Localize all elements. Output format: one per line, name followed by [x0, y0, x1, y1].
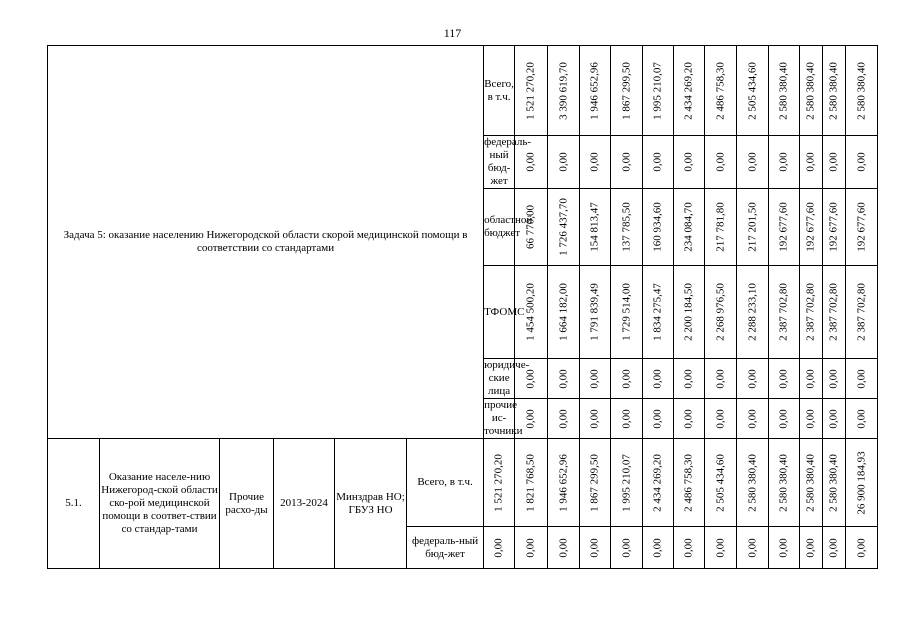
- value-text: 2 580 380,40: [827, 453, 840, 512]
- value-cell: [846, 46, 878, 136]
- value-text: 1 729 514,00: [620, 283, 633, 341]
- value-text: 0,00: [620, 408, 633, 429]
- value-text: 66 770,00: [524, 205, 537, 249]
- value-text: 0,00: [651, 152, 664, 172]
- value-cell: [548, 439, 580, 527]
- value-cell: [580, 266, 611, 359]
- value-cell: [674, 439, 705, 527]
- value-text: 2 288 233,10: [746, 283, 759, 341]
- value-text: 192 677,60: [855, 202, 868, 252]
- value-cell: [515, 136, 548, 189]
- value-cell: [580, 399, 611, 439]
- value-text: 1 664 182,00: [557, 283, 570, 341]
- value-cell: [611, 266, 643, 359]
- value-cell: [611, 359, 643, 399]
- value-text: 0,00: [651, 408, 664, 429]
- source-label: ТФОМС: [484, 266, 515, 359]
- value-cell: [705, 359, 737, 399]
- value-cell: [705, 266, 737, 359]
- value-text: 2 486 758,30: [714, 61, 727, 120]
- budget-table: [47, 45, 878, 569]
- value-text: 0,00: [557, 408, 570, 429]
- value-text: 1 867 299,50: [588, 453, 601, 512]
- value-text: 2 387 702,80: [777, 283, 790, 341]
- value-text: 2 580 380,40: [855, 61, 868, 120]
- value-cell: [800, 266, 823, 359]
- value-cell: [515, 439, 548, 527]
- value-cell: [846, 439, 878, 527]
- value-text: 0,00: [620, 537, 633, 558]
- value-text: 0,00: [524, 368, 537, 389]
- value-text: 1 791 839,49: [588, 283, 601, 341]
- value-text: 1 726 437,70: [557, 198, 570, 256]
- value-cell: [643, 46, 674, 136]
- value-text: 0,00: [855, 152, 868, 172]
- value-text: 2 486 758,30: [682, 453, 695, 512]
- value-cell: [737, 399, 769, 439]
- source-label: юридиче-ские лица: [484, 359, 530, 397]
- value-text: 2 580 380,40: [746, 453, 759, 512]
- value-text: 192 677,60: [777, 202, 790, 252]
- value-text: 0,00: [557, 368, 570, 389]
- value-cell: [580, 439, 611, 527]
- value-text: 2 434 269,20: [682, 61, 695, 120]
- value-cell: [674, 136, 705, 189]
- value-cell: [580, 136, 611, 189]
- value-cell: [800, 46, 823, 136]
- value-text: 1 834 275,47: [651, 283, 664, 341]
- task-row: [48, 46, 878, 136]
- value-cell: [769, 399, 800, 439]
- value-text: 0,00: [651, 537, 664, 558]
- source-label: Всего, в т.ч.: [407, 439, 484, 527]
- value-cell: [705, 189, 737, 266]
- value-cell: [705, 399, 737, 439]
- value-text: 0,00: [855, 408, 868, 429]
- value-cell: [823, 136, 846, 189]
- value-text: 2 387 702,80: [804, 283, 817, 341]
- value-cell: [769, 527, 800, 569]
- value-cell: [737, 46, 769, 136]
- value-cell: [515, 399, 548, 439]
- value-text: 0,00: [557, 152, 570, 172]
- value-text: 0,00: [682, 537, 695, 558]
- value-text: 1 454 500,20: [524, 283, 537, 341]
- value-text: 0,00: [620, 152, 633, 172]
- value-cell: [580, 46, 611, 136]
- value-cell: [548, 266, 580, 359]
- value-text: 2 580 380,40: [804, 61, 817, 120]
- value-text: 0,00: [714, 152, 727, 172]
- value-text: 0,00: [588, 152, 601, 172]
- value-cell: [823, 439, 846, 527]
- expense-type: Прочие расхо-ды: [220, 439, 274, 569]
- value-text: 2 505 434,60: [714, 453, 727, 512]
- value-text: 0,00: [777, 408, 790, 429]
- source-label: Всего, в т.ч.: [484, 46, 515, 136]
- source-label: федераль-ный бюд-жет: [484, 136, 532, 187]
- value-text: 0,00: [855, 537, 868, 558]
- executor: Минздрав НО; ГБУЗ НО: [335, 439, 407, 569]
- value-cell: [846, 266, 878, 359]
- value-text: 2 200 184,50: [682, 283, 695, 341]
- value-cell: [674, 46, 705, 136]
- value-cell: [515, 359, 548, 399]
- value-text: 0,00: [827, 408, 840, 429]
- value-text: 3 390 619,70: [557, 61, 570, 120]
- value-text: 0,00: [827, 152, 840, 172]
- value-cell: [643, 439, 674, 527]
- value-cell: [515, 266, 548, 359]
- value-cell: [737, 266, 769, 359]
- value-text: 0,00: [804, 152, 817, 172]
- value-cell: [705, 527, 737, 569]
- value-text: 26 900 184,93: [855, 450, 868, 515]
- value-text: 160 934,60: [651, 202, 664, 252]
- value-cell: [548, 136, 580, 189]
- value-text: 2 268 976,50: [714, 283, 727, 341]
- value-text: 0,00: [804, 408, 817, 429]
- value-cell: [737, 189, 769, 266]
- value-text: 0,00: [682, 152, 695, 172]
- value-text: 0,00: [651, 368, 664, 389]
- value-cell: [674, 527, 705, 569]
- value-cell: [643, 527, 674, 569]
- value-text: 0,00: [588, 537, 601, 558]
- value-cell: [548, 46, 580, 136]
- value-cell: [643, 136, 674, 189]
- value-cell: [611, 439, 643, 527]
- value-cell: [548, 189, 580, 266]
- value-cell: [484, 439, 515, 527]
- value-cell: [846, 399, 878, 439]
- value-cell: [737, 136, 769, 189]
- value-cell: [800, 439, 823, 527]
- source-label: федераль-ный бюд-жет: [407, 527, 484, 569]
- value-text: 1 521 270,20: [524, 61, 537, 120]
- value-cell: [705, 439, 737, 527]
- value-cell: [800, 527, 823, 569]
- value-cell: [846, 189, 878, 266]
- task-label: Задача 5: оказание населению Нижегородской области скорой медицинской помощи в соответствии со стандартами: [48, 46, 484, 439]
- value-cell: [705, 46, 737, 136]
- value-text: 0,00: [746, 537, 759, 558]
- value-text: 2 580 380,40: [777, 453, 790, 512]
- value-cell: [515, 527, 548, 569]
- value-cell: [800, 399, 823, 439]
- value-text: 192 677,60: [804, 202, 817, 252]
- value-cell: [800, 189, 823, 266]
- value-cell: [611, 189, 643, 266]
- value-cell: [769, 359, 800, 399]
- value-text: 1 946 652,96: [557, 453, 570, 512]
- value-cell: [674, 359, 705, 399]
- value-cell: [674, 399, 705, 439]
- value-text: 0,00: [620, 368, 633, 389]
- value-cell: [580, 527, 611, 569]
- value-text: 0,00: [746, 408, 759, 429]
- value-cell: [548, 527, 580, 569]
- value-cell: [611, 399, 643, 439]
- value-text: 0,00: [777, 152, 790, 172]
- value-text: 0,00: [588, 368, 601, 389]
- value-cell: [823, 266, 846, 359]
- value-cell: [484, 527, 515, 569]
- value-cell: [643, 189, 674, 266]
- value-text: 2 580 380,40: [777, 61, 790, 120]
- value-cell: [515, 189, 548, 266]
- value-cell: [611, 46, 643, 136]
- value-text: 2 434 269,20: [651, 453, 664, 512]
- source-label: областной бюджет: [484, 189, 515, 266]
- page-number: 117: [443, 26, 462, 40]
- value-cell: [823, 189, 846, 266]
- value-text: 0,00: [827, 537, 840, 558]
- value-cell: [800, 359, 823, 399]
- value-cell: [548, 399, 580, 439]
- value-text: 2 387 702,80: [855, 283, 868, 341]
- value-text: 0,00: [777, 368, 790, 389]
- value-cell: [823, 399, 846, 439]
- value-text: 0,00: [714, 368, 727, 389]
- value-text: 1 867 299,50: [620, 61, 633, 120]
- value-text: 0,00: [827, 368, 840, 389]
- value-text: 2 505 434,60: [746, 61, 759, 120]
- value-cell: [769, 266, 800, 359]
- item-name: Оказание населе-нию Нижегород-ской области ско-рой медицинской помощи в соответ-ствии со стандар-тами: [100, 439, 220, 569]
- value-cell: [737, 439, 769, 527]
- value-text: 0,00: [804, 537, 817, 558]
- value-text: 217 781,80: [714, 202, 727, 252]
- value-text: 0,00: [682, 368, 695, 389]
- value-text: 2 387 702,80: [827, 283, 840, 341]
- value-text: 192 677,60: [827, 202, 840, 252]
- value-text: 2 580 380,40: [804, 453, 817, 512]
- value-text: 0,00: [524, 152, 537, 172]
- value-text: 0,00: [777, 537, 790, 558]
- value-cell: [737, 359, 769, 399]
- value-text: 0,00: [804, 368, 817, 389]
- item-number: 5.1.: [48, 439, 100, 569]
- value-text: 0,00: [524, 537, 537, 558]
- value-text: 0,00: [855, 368, 868, 389]
- value-cell: [548, 359, 580, 399]
- value-cell: [846, 359, 878, 399]
- value-text: 0,00: [746, 368, 759, 389]
- value-text: 154 813,47: [588, 202, 601, 252]
- value-cell: [737, 527, 769, 569]
- value-cell: [611, 527, 643, 569]
- value-cell: [846, 527, 878, 569]
- value-cell: [769, 136, 800, 189]
- value-text: 137 785,50: [620, 202, 633, 252]
- value-text: 1 821 768,50: [524, 453, 537, 512]
- period: 2013-2024: [274, 439, 335, 569]
- item-row: [48, 439, 878, 527]
- value-cell: [769, 46, 800, 136]
- value-text: 0,00: [557, 537, 570, 558]
- value-cell: [580, 189, 611, 266]
- value-text: 1 995 210,07: [651, 61, 664, 120]
- value-text: 0,00: [682, 408, 695, 429]
- value-text: 1 521 270,20: [492, 453, 505, 512]
- value-text: 1 946 652,96: [588, 61, 601, 120]
- value-cell: [769, 439, 800, 527]
- source-label: прочие ис-точники: [484, 399, 523, 437]
- value-cell: [674, 266, 705, 359]
- value-cell: [769, 189, 800, 266]
- value-cell: [823, 359, 846, 399]
- value-text: 2 580 380,40: [827, 61, 840, 120]
- value-cell: [643, 359, 674, 399]
- value-text: 0,00: [714, 408, 727, 429]
- value-cell: [643, 266, 674, 359]
- value-cell: [823, 46, 846, 136]
- value-cell: [611, 136, 643, 189]
- value-cell: [674, 189, 705, 266]
- value-text: 234 084,70: [682, 202, 695, 252]
- value-text: 1 995 210,07: [620, 453, 633, 512]
- value-text: 0,00: [588, 408, 601, 429]
- value-cell: [846, 136, 878, 189]
- value-text: 0,00: [492, 537, 505, 558]
- value-cell: [800, 136, 823, 189]
- value-text: 217 201,50: [746, 202, 759, 252]
- value-text: 0,00: [746, 152, 759, 172]
- value-cell: [643, 399, 674, 439]
- value-text: 0,00: [524, 408, 537, 429]
- value-cell: [580, 359, 611, 399]
- value-cell: [705, 136, 737, 189]
- value-cell: [823, 527, 846, 569]
- value-text: 0,00: [714, 537, 727, 558]
- value-cell: [515, 46, 548, 136]
